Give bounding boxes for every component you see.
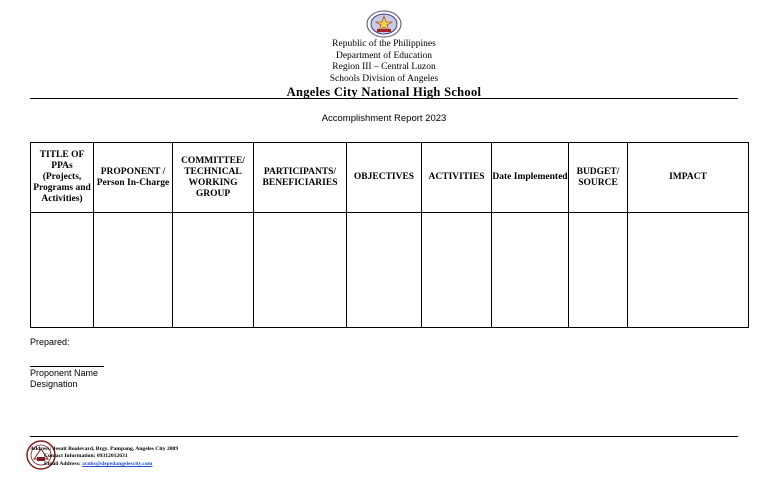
- column-header-proponent: PROPONENT / Person In-Charge: [94, 143, 173, 213]
- cell-date-implemented[interactable]: [492, 213, 569, 328]
- cell-budget-source[interactable]: [569, 213, 628, 328]
- footer-contact-line: [30, 453, 178, 460]
- cell-activities[interactable]: [422, 213, 492, 328]
- email-label: Email Address:: [44, 460, 81, 467]
- accomplishment-table: [30, 142, 749, 328]
- school-name: Angeles City National High School: [286, 85, 482, 100]
- cell-participants[interactable]: [254, 213, 347, 328]
- footer-contact: [30, 446, 178, 468]
- deped-seal-logo: [365, 10, 403, 38]
- proponent-name-label: Proponent Name: [30, 368, 99, 378]
- designation-label: Designation: [30, 379, 78, 389]
- column-header-budget-source: BUDGET/ SOURCE: [569, 143, 628, 213]
- header-country: Republic of the Philippines: [332, 39, 436, 49]
- contact-value: 09312012631: [96, 453, 128, 460]
- column-header-objectives: OBJECTIVES: [347, 143, 422, 213]
- header-division: Schools Division of Angeles: [329, 73, 439, 84]
- signature-line: [30, 366, 104, 367]
- contact-label: Contact Information:: [44, 453, 96, 460]
- column-header-activities: ACTIVITIES: [422, 143, 492, 213]
- prepared-label: Prepared:: [30, 337, 70, 347]
- footer-address-line: [30, 446, 178, 453]
- table-row: [31, 213, 749, 328]
- cell-impact[interactable]: [628, 213, 749, 328]
- report-title: Accomplishment Report 2023: [321, 113, 447, 124]
- email-link[interactable]: acnhs@depedangelescity.com: [82, 460, 153, 467]
- column-header-title-of-ppas: TITLE OF PPAs (Projects, Programs and Activities): [31, 143, 94, 213]
- cell-proponent[interactable]: [94, 213, 173, 328]
- document-header: [0, 39, 768, 99]
- column-header-participants: PARTICIPANTS/ BENEFICIARIES: [254, 143, 347, 213]
- header-divider: [30, 98, 738, 99]
- column-header-committee: COMMITTEE/ TECHNICAL WORKING GROUP: [173, 143, 254, 213]
- header-region: Region III – Central Luzon: [332, 62, 436, 73]
- footer-email-line: [30, 461, 178, 468]
- cell-objectives[interactable]: [347, 213, 422, 328]
- signature-block: [30, 368, 98, 390]
- column-header-impact: IMPACT: [628, 143, 749, 213]
- header-department: Department of Education: [335, 50, 433, 61]
- address-value: Jesuit Boulevard, Brgy. Pampang, Angeles City 2009: [52, 446, 179, 452]
- footer-divider: [30, 436, 738, 437]
- address-label: Address:: [30, 446, 52, 452]
- cell-committee[interactable]: [173, 213, 254, 328]
- column-header-date-implemented: Date Implemented: [492, 143, 569, 213]
- cell-title-of-ppas[interactable]: [31, 213, 94, 328]
- table-header-row: [31, 143, 749, 213]
